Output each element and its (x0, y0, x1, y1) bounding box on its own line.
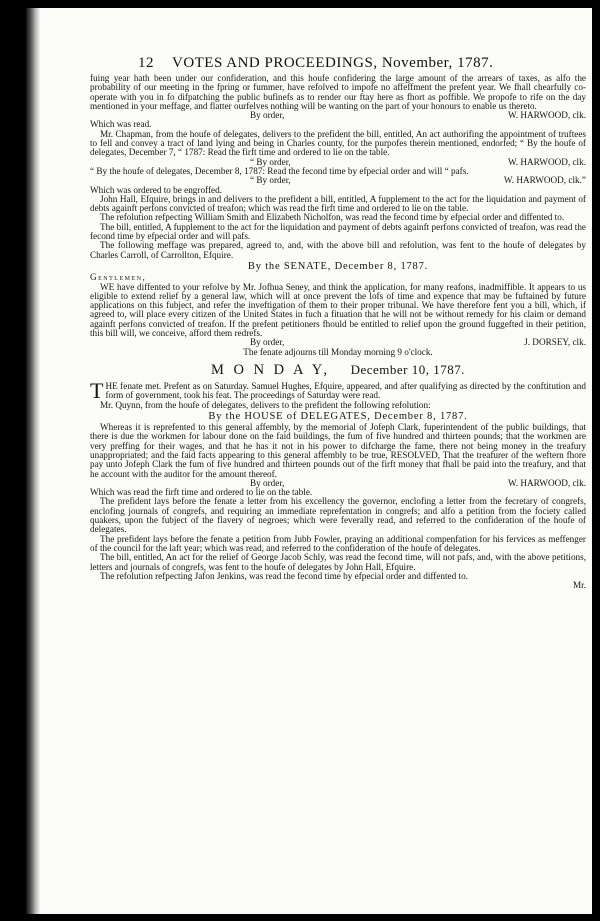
page-number: 12 (138, 55, 154, 71)
paragraph-text: HE fenate met. Prefent as on Saturday. Samuel Hughes, Efquire, appeared, and after qualifying as directed by the conftitution and form of government, took his feat. The proceedings of Saturday were read. (105, 380, 586, 401)
header-month: November, (381, 55, 453, 71)
by-order-label: By order, (250, 337, 285, 348)
drop-cap: T (90, 377, 104, 403)
signature-line (90, 111, 586, 120)
paragraph: The bill, entitled, A fupplement to the act for the liquidation and payment of debts againft perfons convicted of treafon, was read the fecond time by efpecial order and will pafs. (90, 221, 586, 242)
by-order-label: By order, (250, 110, 285, 121)
by-order-label: By order, (250, 477, 285, 488)
day-title: M O N D A Y, (210, 361, 330, 378)
clerk-name: J. DORSEY, clk. (524, 337, 586, 348)
paragraph: The bill, entitled, An act for the relief of George Jacob Schly, was read the fecond time, will not pafs, and, with the above petitions, letters and journals of congrefs, was fent to the houfe of delegates by John Hall, Efquire. (90, 552, 586, 572)
paragraph: The refolution refpecting William Smith and Elizabeth Nicholfon, was read the fecond time by efpecial order and diffented to. (100, 212, 565, 223)
paragraph: The following meffage was prepared, agreed to, and, with the above bill and refolution, was fent to the houfe of delegates by Charles Carroll, of Carrollton, Efquire. (90, 240, 586, 260)
paragraph: Mr. Quynn, from the houfe of delegates, delivers to the prefident the following refolution: (100, 399, 431, 410)
clerk-name: W. HARWOOD, clk. (507, 110, 586, 121)
paragraph: John Hall, Efquire, brings in and delivers to the prefident a bill, entitled, A fupplement to the act for the liquidation and payment of debts againft perfons convicted of treafon; which was read the firft time and ordered to lie on the table. (90, 193, 586, 214)
paragraph: Which was read the firft time and ordered to lie on the table. (90, 487, 313, 498)
by-order-label: “ By order, (250, 156, 291, 167)
paragraph: The prefident lays before the fenate a letter from his excellency the governor, enclofing a letter from the fecretary of congrefs, enclofing journals of congrefs, and requiring an immediate reprefentation in congrefs; and alfo a petition from the fociety called quakers, upon the fubject of the flavery of negroes; which were feverally read, and referred to the confideration of the houfe of delegates. (90, 496, 586, 535)
clerk-name: W. HARWOOD, clk.” (503, 175, 586, 186)
paragraph: The refolution refpecting Jafon Jenkins, was read the fecond time by efpecial order and diffented to. (100, 570, 468, 581)
clerk-name: W. HARWOOD, clk. (507, 477, 586, 488)
paragraph: WE have diffented to your refolve by Mr. Jofhua Seney, and think the application, for many reafons, inadmiffible. It appears to us eligible to extend relief by a general law, which will at once prevent the lofs of time and expence that may be fuftained by future applications on this fubject, and refer the inveftigation of them to their proper tribunal. We have therefore fent you a bill, which, if agreed to, will place every citizen of the United States in fuch a fituation that he will not be without remedy for his claim or demand againft perfons convicted of treafon. If the prefent petitioners fhould be entitled to relief upon the ground fuggefted in their petition, this bill will, we conceive, afford them redrefs. (90, 281, 586, 339)
paragraph: Mr. Chapman, from the houfe of delegates, delivers to the prefident the bill, entitled, An act authorifing the appointment of truftees to fell and convey a tract of land lying and being in Charles county, for the purpofes therein mentioned, endorfed; “ By the houfe of delegates, December 7, “ 1787: Read the firft time and ordered to lie on the table. (90, 128, 586, 158)
running-header (138, 55, 584, 72)
paragraph: The prefident lays before the fenate a petition from Jubb Fowler, praying an additional compenfation for his fervices as meffenger of the council for the laft year; which was read, and referred to the confideration of the houfe of delegates. (90, 533, 586, 553)
paragraph (90, 377, 586, 403)
delegates-heading: By the HOUSE of DELEGATES, December 8, 1787. (208, 410, 468, 422)
header-year: 1787. (457, 55, 494, 71)
body-text (90, 74, 586, 590)
paragraph: fuing year hath been under our confideration, and this houfe confidering the large amount of the arrears of taxes, as alfo the probability of our meeting in the fpring or fummer, have refolved to impofe no affeffment the prefent year. We fhall chearfully co-operate with you in fo difpatching the public bufinefs as to render our ftay here as fhort as poffible. We propofe to rife on the day mentioned in your meffage, and flatter ourfelves nothing will be wanting on the part of your honours to enable us thereto. (90, 73, 586, 111)
day-date: December 10, 1787. (350, 361, 466, 377)
document-page (26, 8, 592, 914)
salutation: Gentlemen, (90, 272, 147, 283)
paragraph: Which was read. (90, 119, 152, 130)
paragraph: “ By the houfe of delegates, December 8, 1787: Read the fecond time by efpecial order and will “ pafs. (90, 165, 469, 176)
day-heading (90, 361, 586, 379)
senate-heading: By the SENATE, December 8, 1787. (247, 260, 429, 272)
clerk-name: W. HARWOOD, clk. (507, 156, 586, 167)
paragraph: Whereas it is reprefented to this general affembly, by the memorial of Jofeph Clark, fuperintendent of the public buildings, that there is due the workmen for labour done on the faid buildings, the fum of five hundred and thirteen pounds; that the workmen are very preffing for their wages, and that he has it not in his power to difcharge the fame, there not being money in the treafury unappropriated; and the faid facts appearing to this general affembly to be true, RESOLVED, That the treafurer of the weftern fhore pay unto Jofeph Clark the fum of five hundred and thirteen pounds out of the firft money that fhall be paid into the treafury, and that he account with the auditor for the amount thereof. (90, 422, 586, 479)
catchword: Mr. (572, 580, 586, 591)
header-title: VOTES AND PROCEEDINGS, (171, 55, 378, 71)
by-order-label: “ By order, (250, 175, 291, 186)
paragraph: Which was ordered to be engroffed. (90, 184, 222, 195)
adjournment: The fenate adjourns till Monday morning 9 o'clock. (243, 346, 433, 357)
binding-gutter (26, 8, 40, 914)
